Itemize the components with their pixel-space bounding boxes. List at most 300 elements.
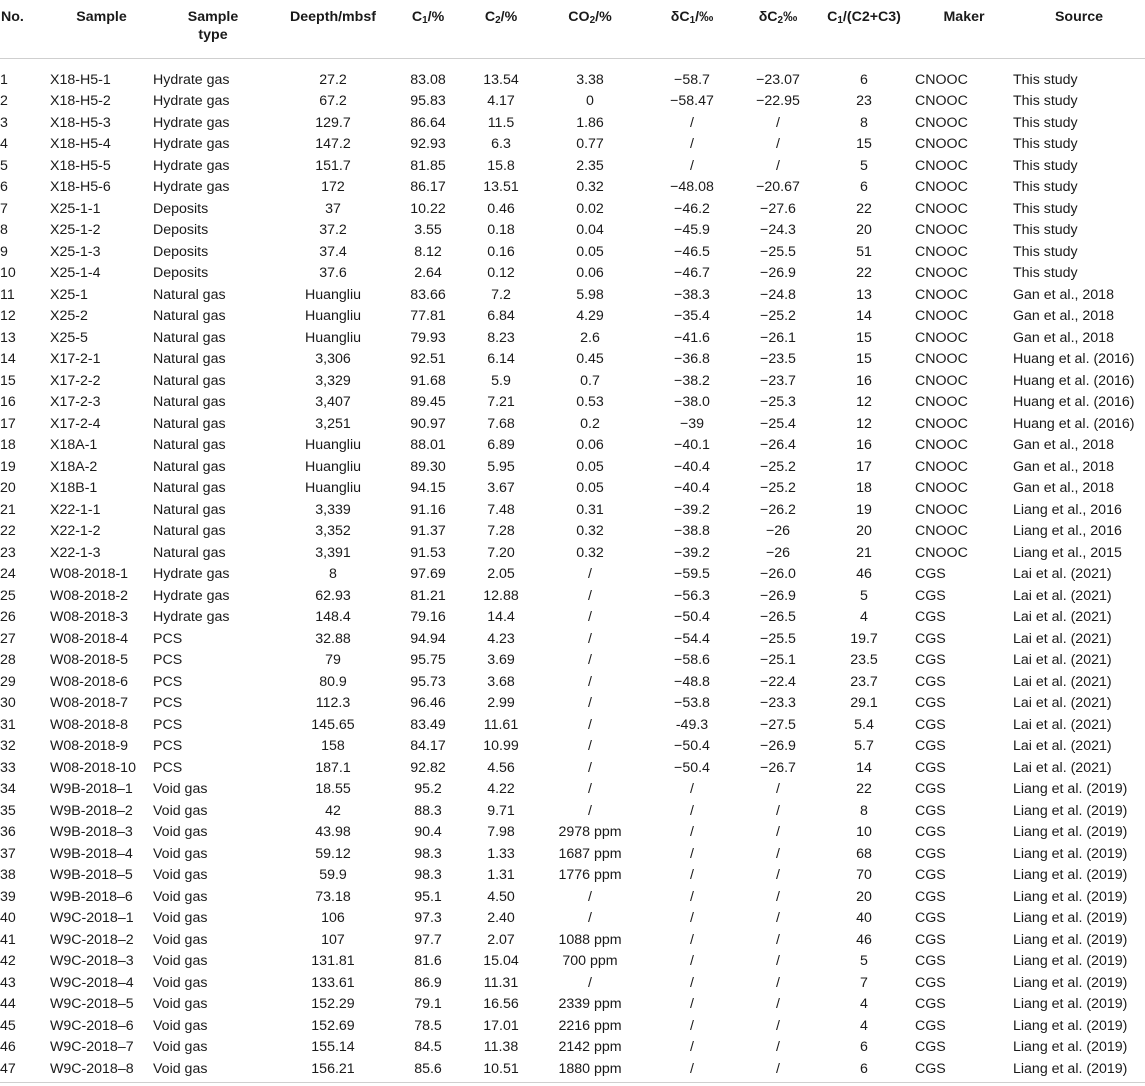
cell-delta-c1: −38.2 — [674, 372, 710, 389]
cell-source: Gan et al., 2018 — [1013, 308, 1114, 324]
table-row — [0, 263, 1145, 285]
cell-c2: 7.68 — [487, 415, 515, 432]
cell-sample-type: Void gas — [153, 910, 208, 926]
cell-depth: 155.14 — [311, 1039, 355, 1055]
cell-depth: 129.7 — [315, 114, 351, 131]
cell-sample-type: PCS — [153, 630, 183, 647]
cell-co2: 0.77 — [576, 136, 604, 152]
cell-delta-c2: −26.2 — [760, 501, 796, 518]
cell-source: Liang et al. (2019) — [1013, 910, 1128, 926]
cell-c2: 5.9 — [491, 372, 511, 389]
cell-no: 23 — [0, 544, 16, 561]
cell-c1: 77.81 — [410, 308, 446, 324]
bottom-rule — [0, 1082, 1145, 1083]
cell-no: 18 — [0, 437, 16, 453]
cell-delta-c2: −26 — [765, 544, 791, 561]
cell-delta-c2: −25.2 — [760, 480, 796, 496]
cell-source: Huang et al. (2016) — [1013, 415, 1135, 432]
cell-co2: 2339 ppm — [558, 996, 622, 1012]
cell-c1: 8.12 — [414, 243, 442, 260]
cell-c2: 7.48 — [487, 501, 515, 518]
cell-c2: 6.3 — [491, 136, 511, 152]
cell-depth: 152.69 — [311, 1017, 355, 1034]
cell-sample: W08-2018-4 — [50, 630, 129, 647]
cell-c1: 95.75 — [410, 652, 446, 668]
cell-c1-ratio: 23 — [856, 93, 872, 109]
cell-co2: 0.05 — [576, 458, 604, 475]
cell-delta-c1: / — [690, 953, 694, 969]
cell-no: 30 — [0, 695, 16, 711]
table-row — [0, 779, 1145, 801]
cell-c1: 81.85 — [410, 157, 446, 174]
cell-delta-c1: / — [690, 888, 694, 905]
cell-sample: W08-2018-8 — [50, 716, 129, 733]
cell-no: 40 — [0, 910, 16, 926]
cell-co2: 0.04 — [576, 222, 604, 238]
cell-no: 35 — [0, 802, 16, 819]
cell-c1-ratio: 8 — [860, 802, 868, 819]
cell-delta-c2: −26.9 — [760, 265, 796, 281]
cell-delta-c1: −46.2 — [674, 200, 710, 217]
cell-delta-c1: −50.4 — [674, 609, 710, 625]
cell-no: 33 — [0, 759, 16, 776]
cell-delta-c2: / — [776, 1060, 780, 1077]
table-row — [0, 758, 1145, 780]
cell-c2: 0.12 — [487, 265, 515, 281]
cell-c2: 4.23 — [487, 630, 515, 647]
cell-sample-type: Natural gas — [153, 351, 226, 367]
cell-c2: 1.33 — [487, 845, 515, 862]
cell-sample-type: Void gas — [153, 931, 208, 948]
cell-co2: 3.38 — [576, 71, 604, 88]
cell-sample: X18A-1 — [50, 437, 98, 453]
cell-sample-type: Natural gas — [153, 437, 226, 453]
cell-c1-ratio: 22 — [856, 781, 872, 797]
cell-sample: W08-2018-2 — [50, 587, 129, 604]
cell-no: 27 — [0, 630, 16, 647]
cell-sample: W08-2018-5 — [50, 652, 129, 668]
cell-depth: 158 — [321, 738, 345, 754]
cell-c1: 3.55 — [414, 222, 442, 238]
cell-source: Liang et al. (2019) — [1013, 1017, 1128, 1034]
cell-delta-c1: −38.3 — [674, 286, 710, 303]
cell-co2: / — [588, 910, 592, 926]
cell-sample: X17-2-3 — [50, 394, 101, 410]
cell-source: Gan et al., 2018 — [1013, 480, 1114, 496]
cell-delta-c2: −20.67 — [756, 179, 800, 195]
cell-sample: W9C-2018–8 — [50, 1060, 134, 1077]
cell-c1: 83.08 — [410, 71, 446, 88]
cell-c1-ratio: 5.7 — [854, 738, 874, 754]
cell-co2: / — [588, 759, 592, 776]
cell-c2: 10.99 — [483, 738, 519, 754]
cell-delta-c1: / — [690, 802, 694, 819]
cell-c1: 94.15 — [410, 480, 446, 496]
cell-c1: 83.49 — [410, 716, 446, 733]
cell-sample-type: Natural gas — [153, 415, 226, 432]
cell-sample: X18-H5-2 — [50, 93, 111, 109]
cell-delta-c1: −40.4 — [674, 458, 710, 475]
cell-source: Huang et al. (2016) — [1013, 372, 1135, 389]
cell-maker: CNOOC — [915, 480, 968, 496]
cell-c2: 4.56 — [487, 759, 515, 776]
cell-sample-type: Void gas — [153, 888, 208, 905]
cell-co2: / — [588, 781, 592, 797]
cell-maker: CNOOC — [915, 351, 968, 367]
cell-depth: 80.9 — [319, 673, 347, 690]
table-row — [0, 134, 1145, 156]
cell-c1-ratio: 15 — [856, 351, 872, 367]
table-row — [0, 457, 1145, 479]
cell-sample: X17-2-1 — [50, 351, 101, 367]
cell-maker: CGS — [915, 1060, 946, 1077]
cell-maker: CGS — [915, 888, 946, 905]
cell-c2: 0.18 — [487, 222, 515, 238]
cell-depth: 151.7 — [315, 157, 351, 174]
cell-c2: 16.56 — [483, 996, 519, 1012]
header-delta-c2: $\delta C_2‰$ — [758, 9, 798, 26]
cell-c2: 4.17 — [487, 93, 515, 109]
cell-depth: 43.98 — [315, 824, 351, 840]
cell-source: Gan et al., 2018 — [1013, 437, 1114, 453]
cell-sample-type: Void gas — [153, 867, 208, 883]
cell-depth: 3,352 — [315, 523, 351, 539]
cell-c1: 10.22 — [410, 200, 446, 217]
cell-no: 37 — [0, 845, 16, 862]
table-row — [0, 349, 1145, 371]
cell-sample: X25-1-3 — [50, 243, 101, 260]
cell-source: Lai et al. (2021) — [1013, 587, 1112, 604]
cell-sample: X18-H5-6 — [50, 179, 111, 195]
cell-no: 41 — [0, 931, 16, 948]
cell-maker: CGS — [915, 630, 946, 647]
cell-sample-type: Natural gas — [153, 394, 226, 410]
table-row — [0, 392, 1145, 414]
cell-no: 7 — [0, 200, 8, 217]
cell-no: 15 — [0, 372, 16, 389]
cell-depth: 8 — [329, 566, 337, 582]
cell-c1: 84.5 — [414, 1039, 442, 1055]
cell-delta-c1: −39.2 — [674, 501, 710, 518]
cell-maker: CNOOC — [915, 200, 968, 217]
cell-co2: 1776 ppm — [558, 867, 622, 883]
cell-depth: Huangliu — [304, 308, 361, 324]
cell-maker: CGS — [915, 566, 946, 582]
cell-sample: W08-2018-10 — [50, 759, 136, 776]
table-row — [0, 908, 1145, 930]
cell-c1: 79.1 — [414, 996, 442, 1012]
cell-maker: CGS — [915, 695, 946, 711]
cell-depth: 42 — [325, 802, 341, 819]
cell-c1: 96.46 — [410, 695, 446, 711]
cell-source: This study — [1013, 157, 1078, 174]
cell-no: 6 — [0, 179, 8, 195]
cell-depth: 62.93 — [315, 587, 351, 604]
cell-delta-c1: −40.1 — [674, 437, 710, 453]
cell-maker: CGS — [915, 802, 946, 819]
cell-c2: 7.21 — [487, 394, 515, 410]
cell-c2: 11.38 — [483, 1039, 519, 1055]
cell-no: 17 — [0, 415, 16, 432]
cell-delta-c2: −25.2 — [760, 308, 796, 324]
cell-sample: W9B-2018–6 — [50, 888, 133, 905]
cell-sample-type: Void gas — [153, 974, 208, 991]
cell-no: 43 — [0, 974, 16, 991]
cell-delta-c2: −26.9 — [760, 587, 796, 604]
table-row — [0, 973, 1145, 995]
cell-delta-c1: −56.3 — [674, 587, 710, 604]
table-row — [0, 435, 1145, 457]
cell-c2: 4.22 — [487, 781, 515, 797]
cell-maker: CGS — [915, 953, 946, 969]
table-row — [0, 521, 1145, 543]
cell-maker: CNOOC — [915, 286, 968, 303]
cell-sample-type: Hydrate gas — [153, 114, 230, 131]
cell-c1-ratio: 70 — [856, 867, 872, 883]
cell-maker: CGS — [915, 931, 946, 948]
cell-source: This study — [1013, 222, 1078, 238]
cell-depth: 106 — [321, 910, 345, 926]
table-row — [0, 607, 1145, 629]
cell-co2: 0.05 — [576, 243, 604, 260]
cell-source: This study — [1013, 93, 1078, 109]
cell-depth: 3,306 — [315, 351, 351, 367]
cell-sample-type: Void gas — [153, 1039, 208, 1055]
header-maker: Maker — [943, 9, 985, 25]
cell-sample-type: Natural gas — [153, 523, 226, 539]
cell-c1-ratio: 21 — [856, 544, 872, 561]
table-row — [0, 650, 1145, 672]
cell-source: Liang et al. (2019) — [1013, 824, 1128, 840]
cell-delta-c1: / — [690, 136, 694, 152]
cell-delta-c2: −26.4 — [760, 437, 796, 453]
cell-no: 25 — [0, 587, 16, 604]
cell-sample-type: Void gas — [153, 802, 208, 819]
cell-c1: 97.3 — [414, 910, 442, 926]
cell-c1-ratio: 4 — [860, 996, 868, 1012]
cell-no: 38 — [0, 867, 16, 883]
cell-depth: 3,329 — [315, 372, 351, 389]
table-row — [0, 58, 1145, 91]
cell-maker: CGS — [915, 673, 946, 690]
cell-maker: CGS — [915, 587, 946, 604]
cell-sample: X18A-2 — [50, 458, 98, 475]
cell-maker: CGS — [915, 652, 946, 668]
cell-maker: CGS — [915, 738, 946, 754]
cell-c2: 1.31 — [487, 867, 515, 883]
cell-c1-ratio: 19 — [856, 501, 872, 518]
cell-depth: 37.6 — [319, 265, 347, 281]
cell-co2: 0.02 — [576, 200, 604, 217]
cell-co2: / — [588, 630, 592, 647]
cell-delta-c1: −50.4 — [674, 759, 710, 776]
cell-no: 2 — [0, 93, 8, 109]
cell-sample: W9C-2018–7 — [50, 1039, 134, 1055]
cell-co2: / — [588, 652, 592, 668]
cell-co2: 0.06 — [576, 265, 604, 281]
header-source: Source — [1054, 9, 1104, 25]
cell-c2: 11.61 — [483, 716, 519, 733]
cell-depth: 18.55 — [315, 781, 351, 797]
cell-c1: 79.16 — [410, 609, 446, 625]
header-sample-type: Sample type — [187, 9, 239, 43]
cell-sample: W9C-2018–1 — [50, 910, 134, 926]
cell-delta-c2: −26.9 — [760, 738, 796, 754]
cell-sample-type: Void gas — [153, 953, 208, 969]
cell-co2: / — [588, 673, 592, 690]
cell-c2: 3.69 — [487, 652, 515, 668]
cell-no: 13 — [0, 329, 16, 346]
cell-delta-c2: −23.7 — [760, 372, 796, 389]
cell-c1-ratio: 17 — [856, 458, 872, 475]
cell-delta-c2: / — [776, 114, 780, 131]
cell-c2: 11.5 — [487, 114, 515, 131]
cell-no: 5 — [0, 157, 8, 174]
cell-c1: 95.1 — [414, 888, 442, 905]
cell-co2: / — [588, 802, 592, 819]
cell-sample-type: PCS — [153, 673, 183, 690]
table-row — [0, 564, 1145, 586]
cell-delta-c1: −46.7 — [674, 265, 710, 281]
cell-sample-type: Void gas — [153, 1017, 208, 1034]
cell-c1-ratio: 5 — [860, 157, 868, 174]
cell-no: 20 — [0, 480, 16, 496]
cell-c2: 0.46 — [487, 200, 515, 217]
cell-delta-c2: −25.2 — [760, 458, 796, 475]
cell-delta-c1: −38.0 — [674, 394, 710, 410]
cell-c1: 86.9 — [414, 974, 442, 991]
cell-sample-type: PCS — [153, 759, 183, 776]
cell-depth: 37.2 — [319, 222, 347, 238]
cell-delta-c2: −22.95 — [756, 93, 800, 109]
cell-delta-c2: −25.1 — [760, 652, 796, 668]
cell-delta-c2: / — [776, 931, 780, 948]
cell-c1-ratio: 23.5 — [850, 652, 878, 668]
cell-sample-type: Deposits — [153, 222, 209, 238]
cell-delta-c2: −25.5 — [760, 243, 796, 260]
cell-delta-c1: −48.08 — [670, 179, 714, 195]
cell-no: 34 — [0, 781, 16, 797]
cell-no: 10 — [0, 265, 16, 281]
cell-c1-ratio: 40 — [856, 910, 872, 926]
cell-maker: CGS — [915, 824, 946, 840]
cell-depth: 59.12 — [315, 845, 351, 862]
cell-delta-c1: −35.4 — [674, 308, 710, 324]
cell-delta-c2: −24.3 — [760, 222, 796, 238]
cell-source: Gan et al., 2018 — [1013, 286, 1114, 303]
cell-sample: X25-1-4 — [50, 265, 101, 281]
cell-maker: CNOOC — [915, 222, 968, 238]
table-row — [0, 801, 1145, 823]
cell-maker: CNOOC — [915, 501, 968, 518]
cell-depth: 59.9 — [319, 867, 347, 883]
cell-c1: 97.69 — [410, 566, 446, 582]
cell-delta-c2: / — [776, 974, 780, 991]
table-row — [0, 1059, 1145, 1081]
cell-source: Lai et al. (2021) — [1013, 566, 1112, 582]
header-no: No. — [1, 9, 24, 25]
cell-depth: 37 — [325, 200, 341, 217]
cell-delta-c1: / — [690, 824, 694, 840]
cell-source: Lai et al. (2021) — [1013, 716, 1112, 733]
cell-c2: 14.4 — [487, 609, 515, 625]
cell-delta-c1: / — [690, 974, 694, 991]
cell-co2: 0.32 — [576, 544, 604, 561]
cell-c2: 2.05 — [487, 566, 515, 582]
cell-c1: 95.73 — [410, 673, 446, 690]
cell-no: 16 — [0, 394, 16, 410]
cell-no: 24 — [0, 566, 16, 582]
cell-sample-type: Natural gas — [153, 480, 226, 496]
cell-sample-type: Hydrate gas — [153, 566, 230, 582]
cell-c2: 2.07 — [487, 931, 515, 948]
cell-sample: X22-1-1 — [50, 501, 101, 518]
cell-c2: 7.28 — [487, 523, 515, 539]
cell-c1: 79.93 — [410, 329, 446, 346]
cell-depth: Huangliu — [304, 329, 361, 346]
cell-source: Lai et al. (2021) — [1013, 630, 1112, 647]
cell-c1: 84.17 — [410, 738, 446, 754]
cell-depth: 148.4 — [315, 609, 351, 625]
cell-delta-c1: −36.8 — [674, 351, 710, 367]
cell-depth: 37.4 — [319, 243, 347, 260]
cell-co2: 1687 ppm — [558, 845, 622, 862]
cell-co2: 0.32 — [576, 523, 604, 539]
cell-delta-c1: −48.8 — [674, 673, 710, 690]
cell-delta-c1: / — [690, 996, 694, 1012]
cell-c1-ratio: 10 — [856, 824, 872, 840]
cell-c1: 85.6 — [414, 1060, 442, 1077]
table-row — [0, 500, 1145, 522]
cell-c1: 90.4 — [414, 824, 442, 840]
table-row — [0, 371, 1145, 393]
cell-maker: CNOOC — [915, 114, 968, 131]
cell-c1-ratio: 29.1 — [850, 695, 878, 711]
cell-sample-type: Void gas — [153, 824, 208, 840]
cell-co2: 0 — [586, 93, 594, 109]
cell-no: 29 — [0, 673, 16, 690]
cell-delta-c1: −58.47 — [670, 93, 714, 109]
cell-sample: X25-1-2 — [50, 222, 101, 238]
cell-c1: 81.21 — [410, 587, 446, 604]
cell-source: Liang et al. (2019) — [1013, 781, 1128, 797]
cell-delta-c2: / — [776, 824, 780, 840]
cell-no: 11 — [0, 286, 15, 303]
cell-delta-c1: −54.4 — [674, 630, 710, 647]
cell-maker: CNOOC — [915, 394, 968, 410]
cell-depth: 3,391 — [315, 544, 351, 561]
table-row — [0, 328, 1145, 350]
cell-no: 22 — [0, 523, 16, 539]
cell-delta-c2: / — [776, 781, 780, 797]
cell-c1-ratio: 13 — [856, 286, 872, 303]
cell-source: This study — [1013, 114, 1078, 131]
cell-depth: 3,339 — [315, 501, 351, 518]
cell-c1: 91.68 — [410, 372, 446, 389]
cell-no: 45 — [0, 1017, 16, 1034]
table-row — [0, 242, 1145, 264]
cell-depth: Huangliu — [304, 458, 361, 475]
cell-sample: W9C-2018–4 — [50, 974, 134, 991]
cell-sample-type: PCS — [153, 695, 183, 711]
cell-sample-type: Natural gas — [153, 308, 226, 324]
cell-no: 9 — [0, 243, 8, 260]
cell-source: Lai et al. (2021) — [1013, 652, 1112, 668]
cell-co2: 0.31 — [576, 501, 604, 518]
cell-c1-ratio: 68 — [856, 845, 872, 862]
cell-no: 8 — [0, 222, 8, 238]
cell-c1-ratio: 6 — [860, 1060, 868, 1077]
